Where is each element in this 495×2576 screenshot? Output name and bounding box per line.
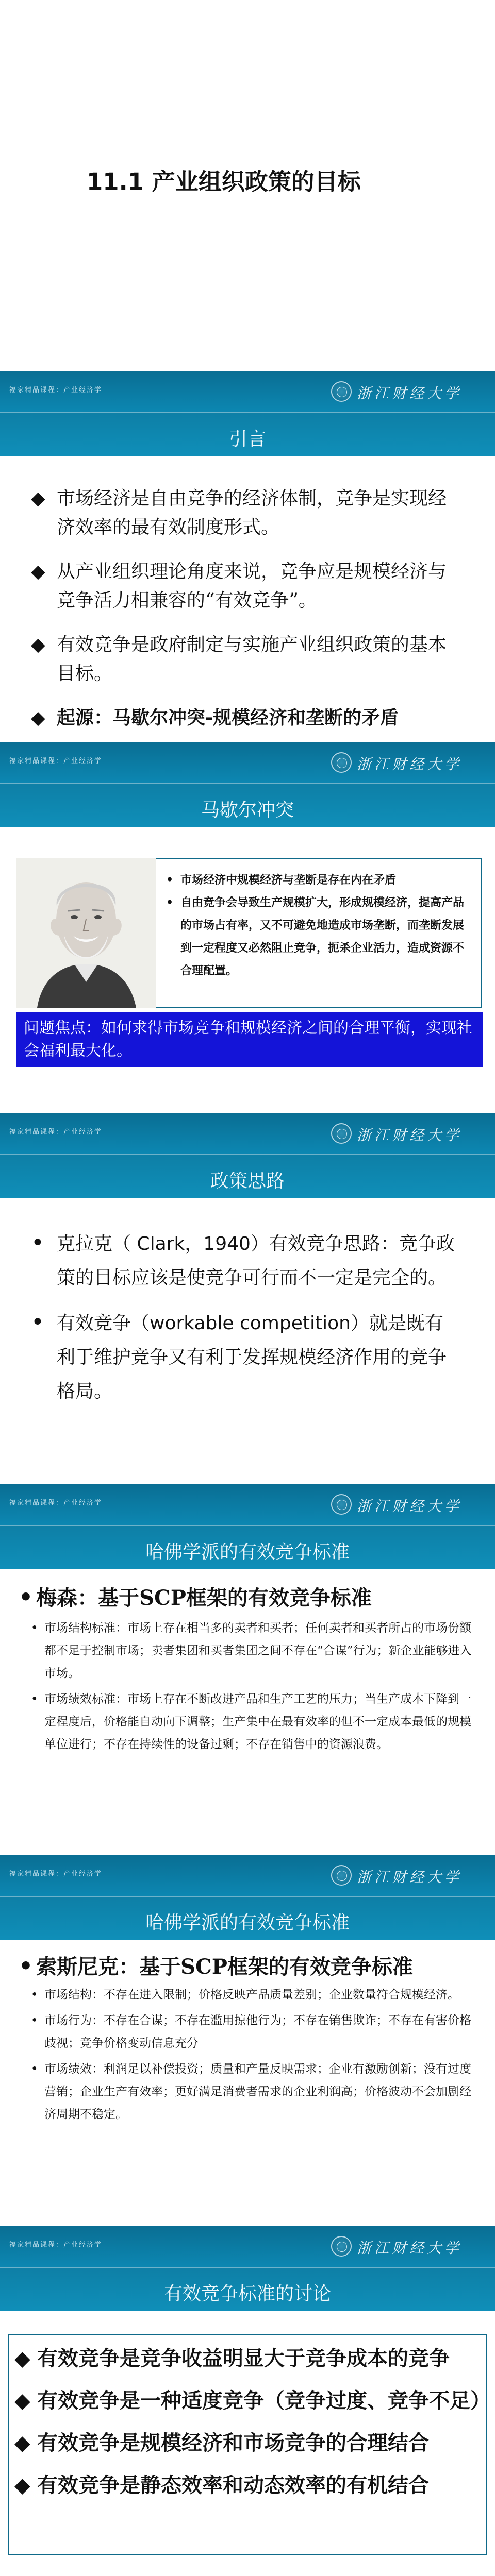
criteria-list: [31, 1617, 474, 1759]
slide-harvard-sosnick: [0, 1855, 495, 2226]
list-item: • 自由竞争会导致生产规模扩大，形成规模经济，提高产品的市场占有率，又不可避免地造成市场垄断，而垄断发展到一定程度又必然阻止竞争，扼杀企业活力，造成资源不合理配置。: [166, 891, 471, 982]
university-logo: [331, 749, 486, 776]
slide-harvard-mason: [0, 1484, 495, 1855]
header-band: [0, 742, 495, 783]
slide-title: [0, 0, 495, 371]
list-item: • 市场绩效：利润足以补偿投资；质量和产量反映需求；企业有激励创新；没有过度营销；企业生产有效率；更好满足消费者需求的企业利润高；价格波动不会加剧经济周期不稳定。: [31, 2058, 474, 2126]
page-title: 11.1 产业组织政策的目标: [87, 168, 361, 195]
list-item: ◆ 有效竞争是一种适度竞争（竞争过度、竞争不足）: [14, 2384, 481, 2417]
university-name: 浙江财经大学: [357, 2240, 463, 2257]
slide-heading: 有效竞争标准的讨论: [163, 2283, 331, 2304]
slide-title-bar: [0, 412, 495, 456]
dot-bullet-icon: •: [31, 1309, 44, 1335]
slide-discussion: [0, 2226, 495, 2576]
diamond-bullet-icon: ◆: [14, 2346, 30, 2370]
slide-heading: 引言: [228, 429, 266, 450]
header-band: [0, 371, 495, 412]
university-logo: [331, 1491, 486, 1518]
header-band: [0, 1113, 495, 1154]
seal-icon: [331, 1865, 352, 1886]
course-label: 福家精品课程：产业经济学: [9, 2241, 103, 2249]
list-item: • 市场行为：不存在合谋；不存在滥用掠他行为；不存在销售欺诈；不存在有害价格歧视；竞争价格变动信息充分: [31, 2009, 474, 2055]
list-item: • 市场结构：不存在进入限制；价格反映产品质量差别；企业数量符合规模经济。: [31, 1984, 474, 2006]
problem-focus-box: 问题焦点：如何求得市场竞争和规模经济之间的合理平衡，实现社会福利最大化。: [16, 1012, 483, 1067]
slide-title-bar: [0, 1525, 495, 1569]
slide-title-bar: [0, 783, 495, 827]
list-item: • 市场绩效标准：市场上存在不断改进产品和生产工艺的压力；当生产成本下降到一定程度后，价格能自动向下调整；生产集中在最有效率的但不一定成本最低的规模单位进行；不存在持续性的设备过剩；不存在销售中的资源浪费。: [31, 1688, 474, 1756]
diamond-bullet-icon: ◆: [31, 707, 45, 728]
seal-icon: [331, 381, 352, 402]
course-label: 福家精品课程：产业经济学: [9, 1870, 103, 1878]
list-item: ◆ 有效竞争是政府制定与实施产业组织政策的基本目标。: [31, 631, 454, 688]
seal-icon: [331, 1123, 352, 1144]
seal-icon: [331, 752, 352, 773]
course-label: 福家精品课程：产业经济学: [9, 1499, 103, 1507]
list-item: ◆ 起源：马歇尔冲突-规模经济和垄断的矛盾: [31, 704, 454, 733]
seal-icon: [331, 2236, 352, 2257]
university-logo: [331, 1862, 486, 1889]
diamond-bullet-icon: ◆: [31, 634, 45, 655]
university-name: 浙江财经大学: [357, 1869, 463, 1886]
slide-title-bar: [0, 2267, 495, 2311]
list-item: ◆ 有效竞争是规模经济和市场竞争的合理结合: [14, 2427, 481, 2460]
diamond-bullet-icon: ◆: [31, 561, 45, 582]
list-item: • 克拉克（ Clark，1940）有效竞争思路：竞争政策的目标应该是使竞争可行而不一定是完全的。: [31, 1227, 459, 1295]
university-logo: [331, 2233, 486, 2260]
slide-title-bar: [0, 1896, 495, 1940]
university-name: 浙江财经大学: [357, 756, 463, 773]
dot-bullet-icon: •: [19, 1953, 34, 1979]
diamond-bullet-icon: ◆: [14, 2388, 30, 2413]
list-item: ◆ 从产业组织理论角度来说，竞争应是规模经济与竞争活力相兼容的“有效竞争”。: [31, 557, 454, 615]
dot-bullet-icon: •: [19, 1584, 34, 1611]
section-heading: • 索斯尼克：基于SCP框架的有效竞争标准: [19, 1953, 413, 1979]
list-item: ◆ 有效竞争是竞争收益明显大于竞争成本的竞争: [14, 2342, 481, 2375]
list-item: ◆ 市场经济是自由竞争的经济体制，竞争是实现经济效率的最有效制度形式。: [31, 484, 454, 542]
university-name: 浙江财经大学: [357, 385, 463, 402]
criteria-list: [31, 1984, 474, 2129]
diamond-bullet-icon: ◆: [14, 2431, 30, 2455]
portrait-image: [16, 858, 156, 1008]
slide-heading: 哈佛学派的有效竞争标准: [145, 1912, 350, 1934]
list-item: ◆ 有效竞争是静态效率和动态效率的有机结合: [14, 2469, 481, 2502]
university-logo: [331, 1120, 486, 1147]
discussion-box: [8, 2334, 491, 2555]
intro-list: [31, 484, 454, 742]
header-band: [0, 1484, 495, 1525]
dot-bullet-icon: •: [31, 1230, 44, 1256]
policy-list: [31, 1227, 459, 1420]
slide-marshall: [0, 742, 495, 1113]
slide-title-bar: [0, 1154, 495, 1198]
diamond-bullet-icon: ◆: [31, 488, 45, 509]
course-label: 福家精品课程：产业经济学: [9, 386, 103, 394]
header-band: [0, 1855, 495, 1896]
list-item: • 有效竞争（workable competition）就是既有利于维护竞争又有利于发挥规模经济作用的竞争格局。: [31, 1307, 459, 1409]
slide-heading: 哈佛学派的有效竞争标准: [145, 1541, 350, 1563]
university-name: 浙江财经大学: [357, 1127, 463, 1144]
slide-intro: [0, 371, 495, 742]
seal-icon: [331, 1494, 352, 1515]
course-label: 福家精品课程：产业经济学: [9, 757, 103, 765]
header-band: [0, 2226, 495, 2267]
university-logo: [331, 378, 486, 405]
marshall-points-panel: [156, 858, 482, 1008]
slide-policy: [0, 1113, 495, 1484]
university-name: 浙江财经大学: [357, 1498, 463, 1515]
diamond-bullet-icon: ◆: [14, 2473, 30, 2497]
slide-heading: 政策思路: [210, 1171, 285, 1192]
course-label: 福家精品课程：产业经济学: [9, 1128, 103, 1136]
section-heading: • 梅森：基于SCP框架的有效竞争标准: [19, 1584, 372, 1611]
slide-heading: 马歇尔冲突: [201, 800, 294, 821]
list-item: • 市场结构标准：市场上存在相当多的卖者和买者；任何卖者和买者所占的市场份额都不足于控制市场；卖者集团和买者集团之间不存在“合谋”行为；新企业能够进入市场。: [31, 1617, 474, 1685]
list-item: • 市场经济中规模经济与垄断是存在内在矛盾: [166, 869, 471, 891]
